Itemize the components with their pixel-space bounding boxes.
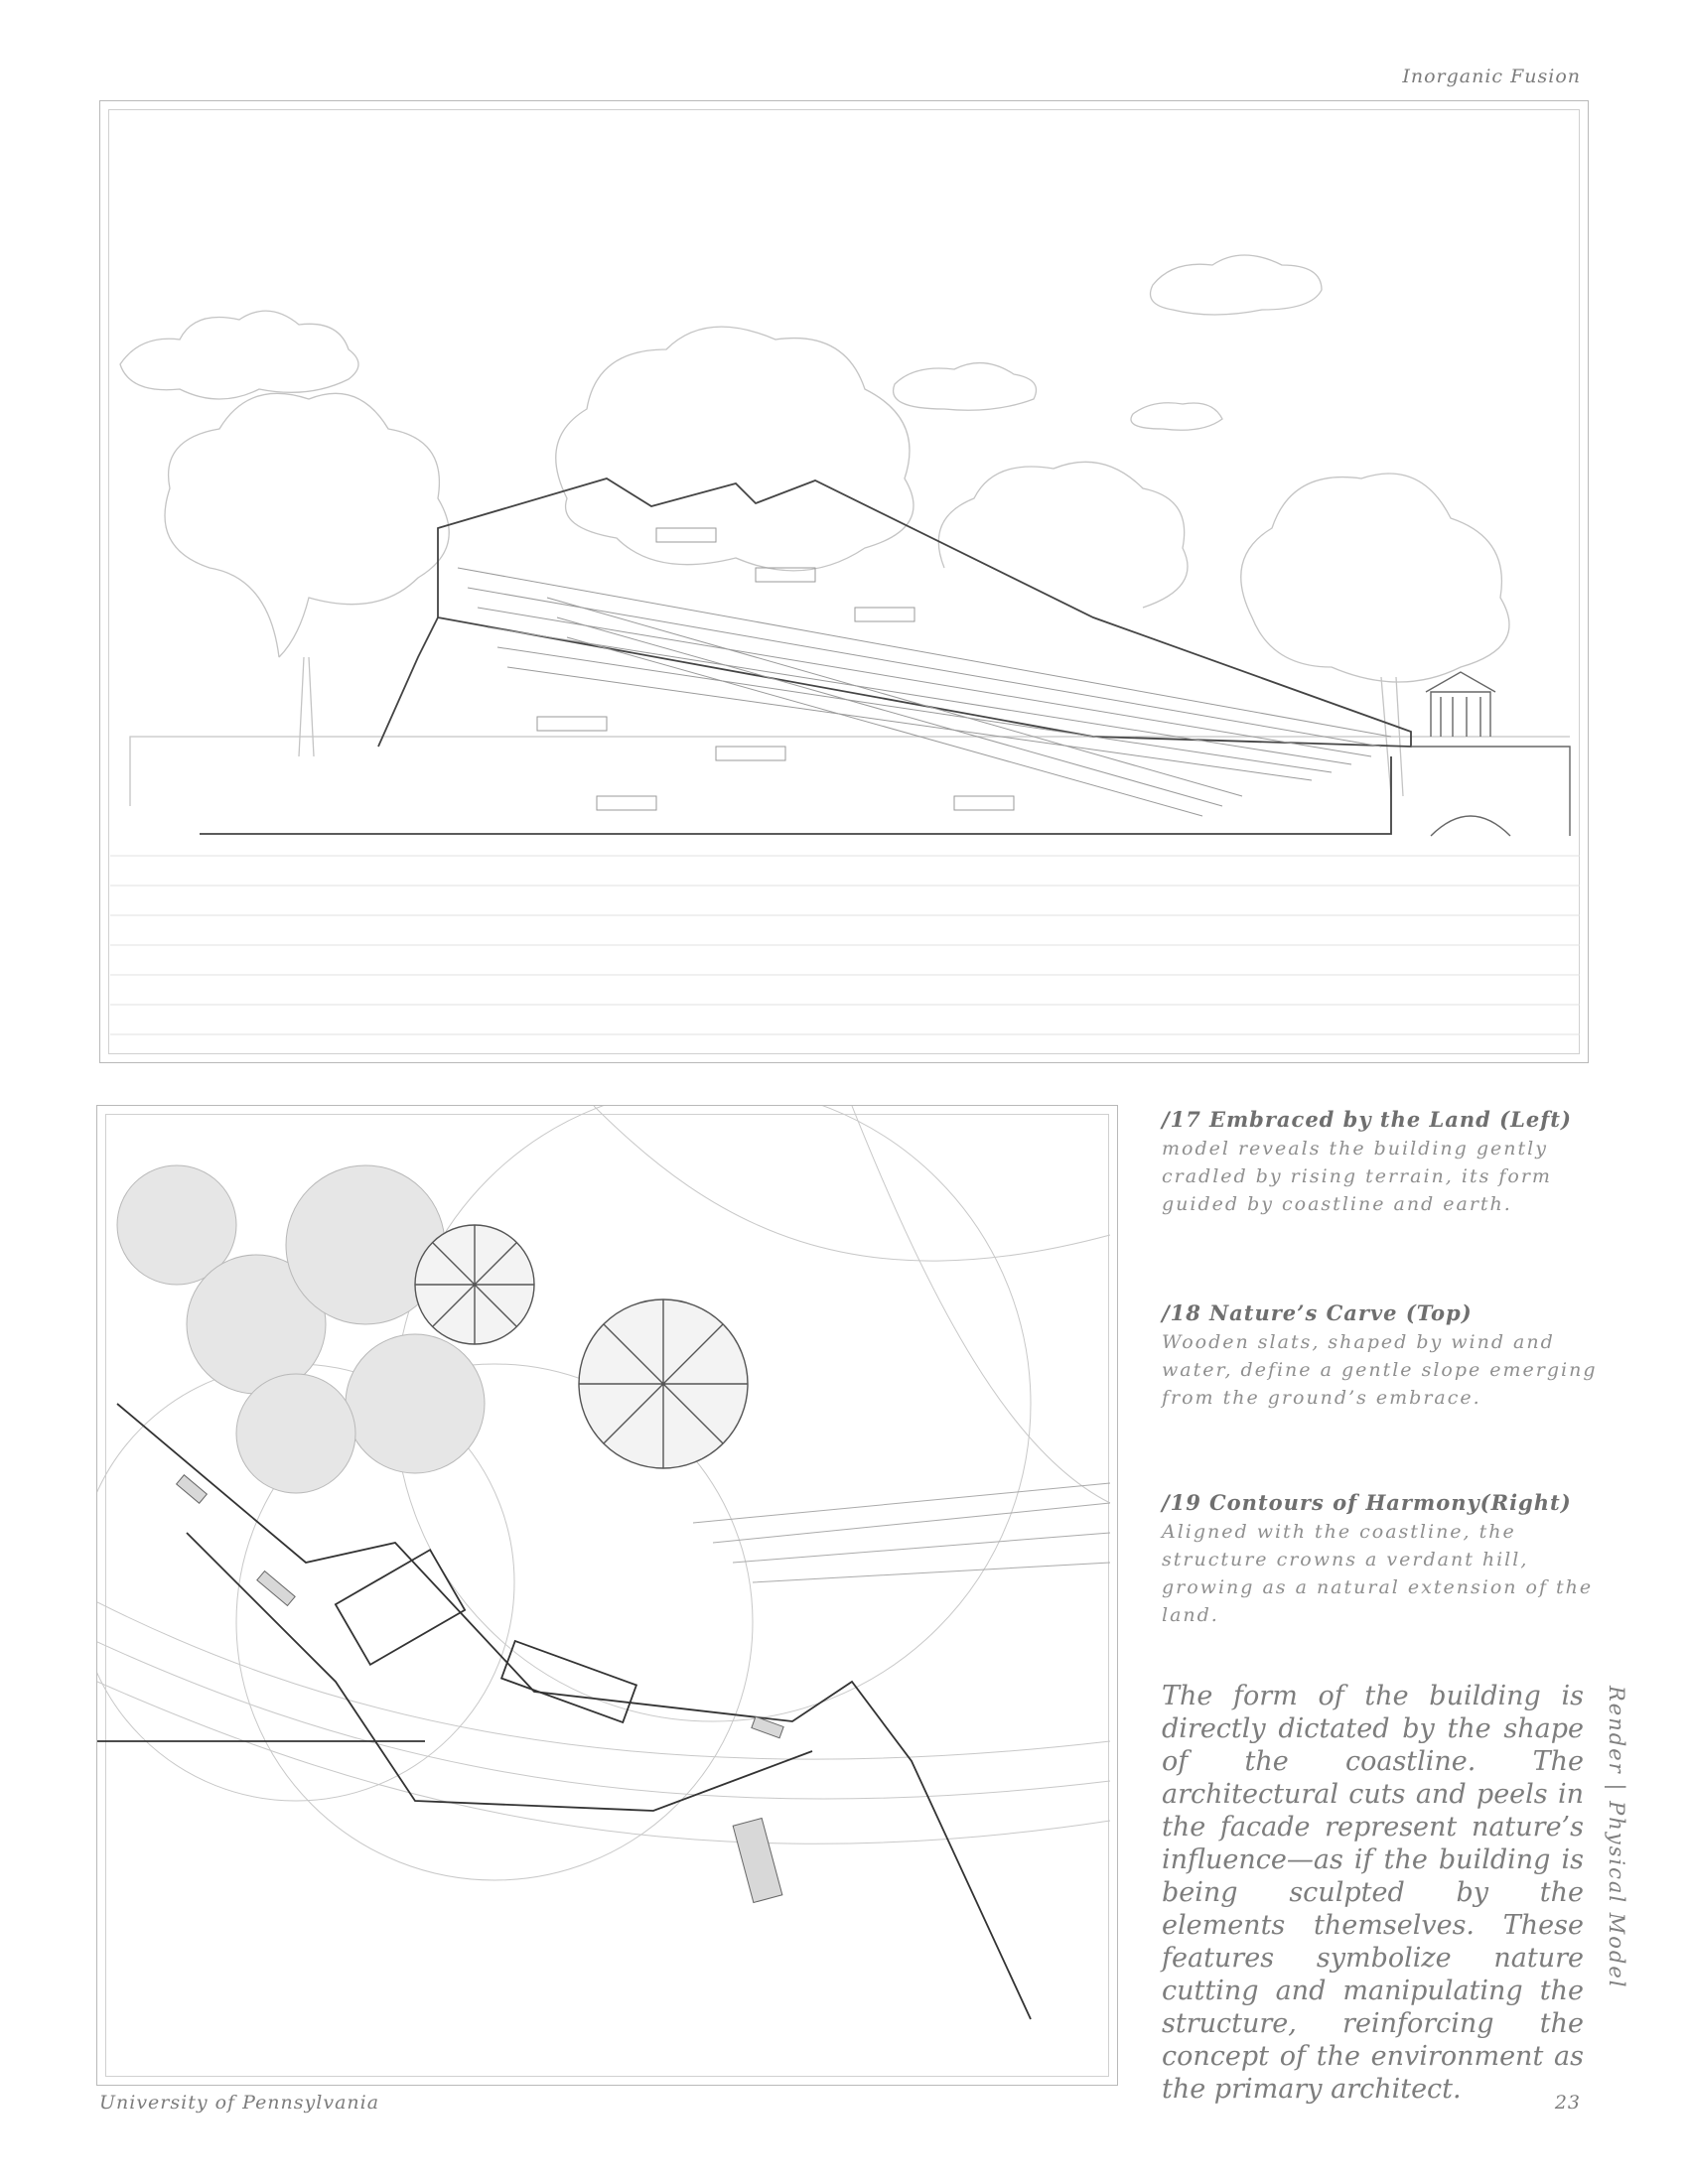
footer-institution: University of Pennsylvania — [99, 2092, 380, 2114]
side-label: Render | Physical Model — [1605, 1686, 1628, 1989]
caption-19 — [1162, 1489, 1599, 1629]
elevation-illustration — [100, 101, 1590, 1064]
caption-19-title: Contours of Harmony(Right) — [1208, 1490, 1572, 1515]
caption-19-text: Aligned with the coastline, the structure crowns a verdant hill, growing as a natural extension of the land. — [1162, 1521, 1594, 1626]
caption-18-text: Wooden slats, shaped by wind and water, define a gentle slope emerging from the ground’s embrace. — [1162, 1331, 1598, 1409]
caption-17-number: /17 — [1162, 1107, 1201, 1132]
site-plan-illustration — [97, 1106, 1119, 2087]
site-plan-drawing — [96, 1105, 1118, 2086]
page-header-title: Inorganic Fusion — [1402, 66, 1581, 87]
caption-18 — [1162, 1299, 1599, 1412]
body-paragraph: The form of the building is directly dictated by the shape of the coastline. The architectural cuts and peels in the facade represent nature’s influence—as if the building is being sculpted by the elements themselves. These features symbolize nature cutting and manipulating the structure, reinforcing the concept of the environment as the primary architect. — [1162, 1681, 1584, 2105]
caption-18-number: /18 — [1162, 1300, 1201, 1325]
caption-17-text: model reveals the building gently cradled by rising terrain, its form guided by coastline and earth. — [1162, 1138, 1552, 1215]
page-number: 23 — [1554, 2092, 1581, 2114]
caption-17-title: Embraced by the Land (Left) — [1208, 1107, 1572, 1132]
caption-19-number: /19 — [1162, 1490, 1201, 1515]
caption-18-title: Nature’s Carve (Top) — [1208, 1300, 1473, 1325]
caption-17 — [1162, 1106, 1599, 1218]
elevation-drawing — [99, 100, 1589, 1063]
